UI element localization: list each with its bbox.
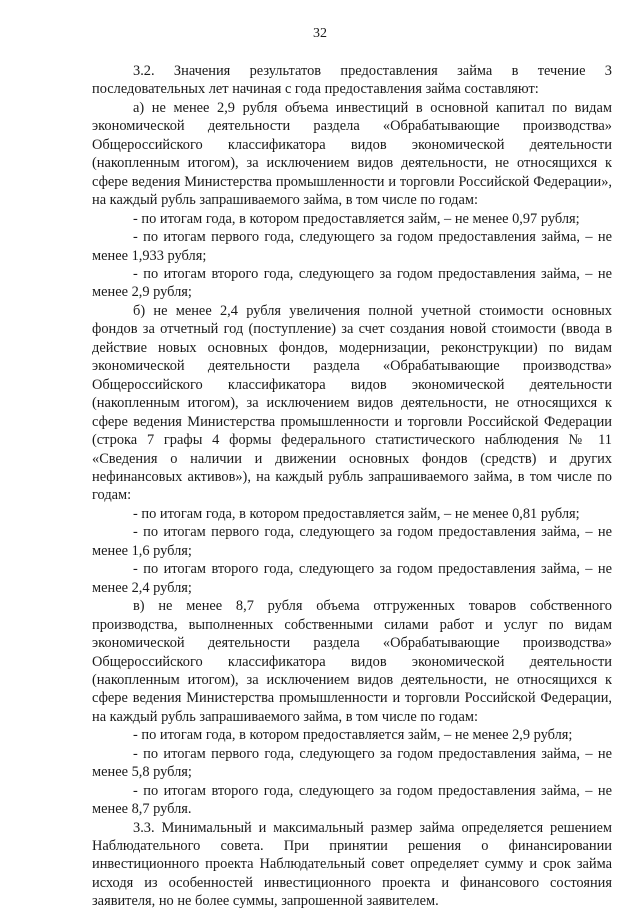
item-v: в) не менее 8,7 рубля объема отгруженных товаров собственного производства, выполненных собственными силами работ и услуг по видам экономической деятельности раздела «Обрабатывающие производства» Общероссийского классификатора видов экономической деятельности (накопленным итогом), за исключением видов деятельности, не относящихся к сфере ведения Министерства промышленности и торговли Российской Федерации, на каждый рубль запрашиваемого займа, в том числе по годам:	[92, 598, 612, 725]
item-b-year-0: - по итогам года, в котором предоставляется займ, – не менее 0,81 рубля;	[133, 505, 580, 522]
item-a-year-2: - по итогам второго года, следующего за годом предоставления займа, – не менее 2,9 рубля;	[92, 265, 612, 301]
item-a-year-1: - по итогам первого года, следующего за годом предоставления займа, – не менее 1,933 рубля;	[92, 229, 612, 264]
item-a: а) не менее 2,9 рубля объема инвестиций в основной капитал по видам экономической деятельности раздела «Обрабатывающие производства» Общероссийского классификатора видов экономической деятельности (накопленным итогом), за исключением видов деятельности, не относящихся к сфере ведения Министерства промышленности и торговли Российской Федерации», на каждый рубль запрашиваемого займа, в том числе по годам:	[92, 99, 612, 209]
item-b: б) не менее 2,4 рубля увеличения полной учетной стоимости основных фондов за отчетный год (поступление) за счет создания новой стоимости (ввода в действие новых основных фондов, модернизации, реконструкции) по видам экономической деятельности раздела «Обрабатывающие производства» Общероссийского классификатора видов экономической деятельности (накопленным итогом), за исключением видов деятельности, не относящихся к сфере ведения Министерства промышленности и торговли Российской Федерации (строка 7 графы 4 формы федерального статистического наблюдения № 11 «Сведения о наличии и движении основных фондов (средств) и других нефинансовых активов»), на каждый рубль запрашиваемого займа, в том числе по годам:	[92, 302, 612, 504]
item-a-year-0: - по итогам года, в котором предоставляется займ, – не менее 0,97 рубля;	[133, 210, 580, 227]
item-v-year-1: - по итогам первого года, следующего за годом предоставления займа, – не менее 5,8 рубля;	[92, 745, 612, 781]
section-3-2-intro: 3.2. Значения результатов предоставления займа в течение 3 последовательных лет начиная с года предоставления займа составляют:	[92, 63, 612, 98]
item-v-year-2: - по итогам второго года, следующего за годом предоставления займа, – не менее 8,7 рубля.	[92, 782, 612, 818]
item-b-year-2: - по итогам второго года, следующего за годом предоставления займа, – не менее 2,4 рубля;	[92, 561, 612, 596]
document-body	[92, 62, 612, 911]
section-3-3: 3.3. Минимальный и максимальный размер займа определяется решением Наблюдательного совета. При принятии решения о финансировании инвестиционного проекта Наблюдательный совет определяет сумму и срок займа исходя из особенностей инвестиционного проекта и финансового состояния заявителя, но не более суммы, запрошенной заявителем.	[92, 819, 612, 910]
page-number: 32	[313, 26, 327, 41]
item-b-year-1: - по итогам первого года, следующего за годом предоставления займа, – не менее 1,6 рубля;	[92, 524, 612, 559]
item-v-year-0: - по итогам года, в котором предоставляется займ, – не менее 2,9 рубля;	[133, 727, 573, 744]
